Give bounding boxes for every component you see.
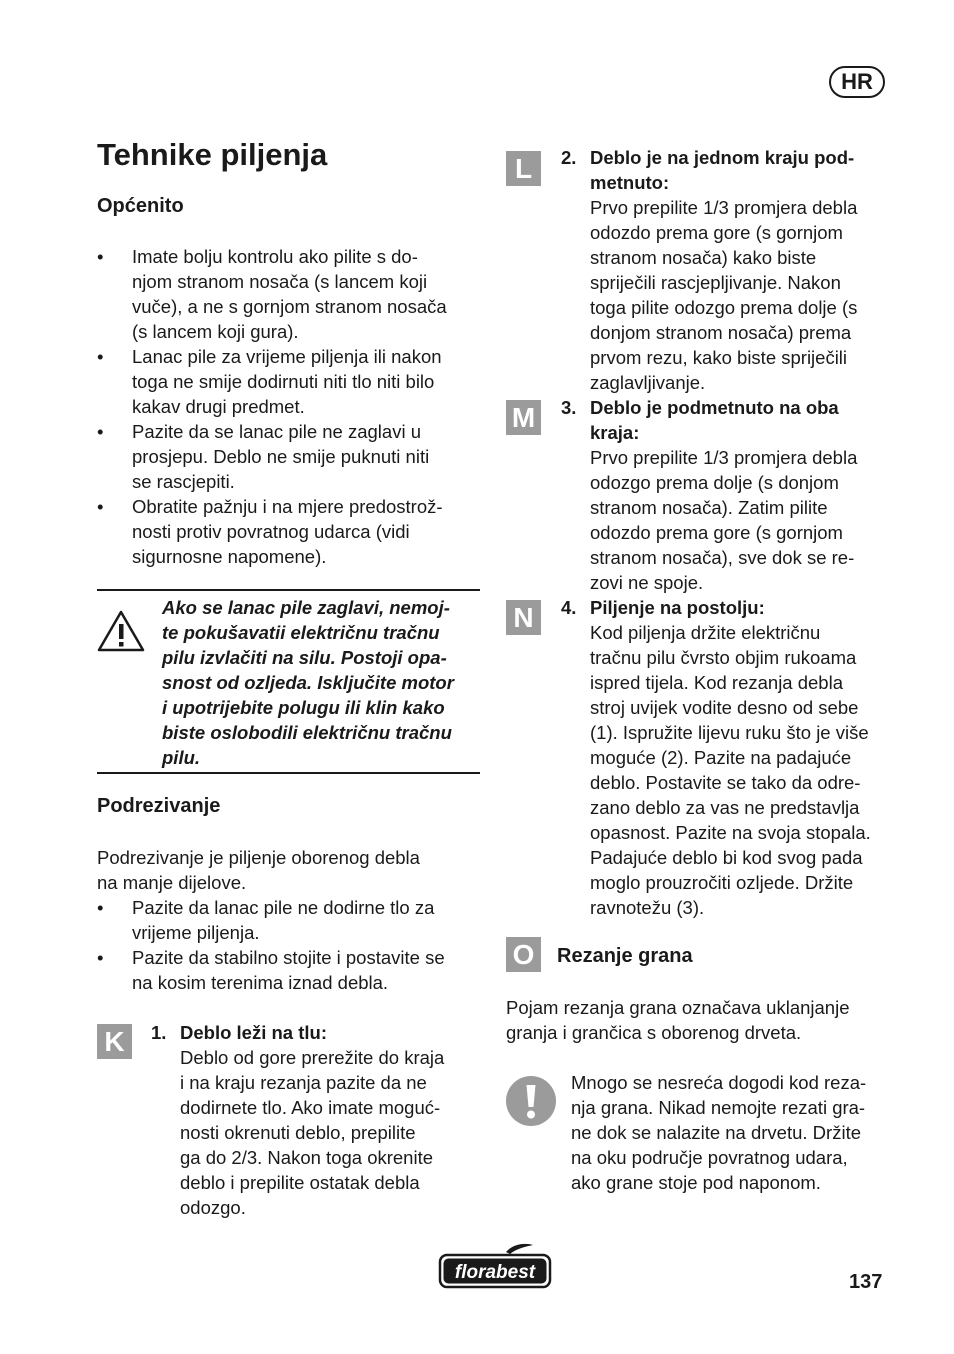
text-line: Deblo od gore prerežite do kraja (180, 1047, 445, 1068)
page-title: Tehnike piljenja (97, 137, 328, 172)
text-line: metnuto: (590, 172, 670, 193)
text-line: Deblo je podmetnuto na oba (590, 397, 839, 418)
bullet-dot-icon: • (97, 346, 104, 367)
numbered-step (561, 595, 901, 920)
bullet-item (97, 494, 487, 569)
text-line: (1). Ispružite lijevu ruku što je više (590, 722, 869, 743)
step-number: 4. (561, 597, 577, 618)
text-line: Imate bolju kontrolu ako pilite s do- (132, 246, 418, 267)
step-number: 2. (561, 147, 577, 168)
step-number: 3. (561, 397, 577, 418)
bullet-dot-icon: • (97, 947, 104, 968)
bullet-dot-icon: • (97, 897, 104, 918)
text-line: Mnogo se nesreća dogodi kod reza- (571, 1072, 867, 1093)
text-line: prvom rezu, kako biste spriječili (590, 347, 848, 368)
bullet-item (97, 419, 487, 494)
text-line: na manje dijelove. (97, 872, 247, 893)
undercutting-body (97, 845, 487, 995)
text-line: odozdo prema gore (s gornjom (590, 522, 843, 543)
text-line: i na kraju rezanja pazite da ne (180, 1072, 427, 1093)
step-2 (561, 145, 901, 395)
text-line: na oku područje povratnog udara, (571, 1147, 848, 1168)
text-line: donjom stranom nosača) prema (590, 322, 852, 343)
step-4 (561, 595, 901, 920)
undercutting-intro (97, 845, 487, 895)
text-line: Deblo je na jednom kraju pod- (590, 147, 855, 168)
text-line: ako grane stoje pod naponom. (571, 1172, 821, 1193)
undercutting-bullet-list (97, 895, 487, 995)
warning-text (162, 595, 454, 770)
text-line: stranom nosača). Zatim pilite (590, 497, 828, 518)
text-line: Piljenje na postolju: (590, 597, 765, 618)
text-line: Podrezivanje je piljenje oborenog debla (97, 847, 420, 868)
text-line: te pokušavatii električnu tračnu (162, 622, 440, 643)
numbered-step (151, 1020, 491, 1220)
general-bullet-list (97, 244, 487, 569)
text-line: nosti okrenuti deblo, prepilite (180, 1122, 416, 1143)
text-line: ga do 2/3. Nakon toga okrenite (180, 1147, 434, 1168)
text-line: toga ne smije dodirnuti niti tlo niti bilo (132, 371, 435, 392)
text-line: vuče), a ne s gornjom stranom nosača (132, 296, 447, 317)
numbered-step (561, 395, 901, 595)
text-line: moglo prouzročiti ozljede. Držite (590, 872, 854, 893)
branch-cutting-heading: Rezanje grana (557, 945, 693, 967)
text-line: stranom nosača) kako biste (590, 247, 817, 268)
warning-top-rule (97, 589, 480, 591)
numbered-step (561, 145, 901, 395)
text-line: vrijeme piljenja. (132, 922, 260, 943)
step-number: 1. (151, 1022, 167, 1043)
step-3 (561, 395, 901, 595)
text-line: stranom nosača), sve dok se re- (590, 547, 855, 568)
text-line: Ako se lanac pile zaglavi, nemoj- (162, 597, 450, 618)
text-line: se rascjepiti. (132, 471, 235, 492)
text-line: Padajuće deblo bi kod svog pada (590, 847, 863, 868)
exclamation-circle-icon (506, 1076, 556, 1126)
branch-cutting-note (571, 1070, 901, 1195)
text-line: Obratite pažnju i na mjere predostrož- (132, 496, 443, 517)
text-line: kakav drugi predmet. (132, 396, 305, 417)
text-line: ispred tijela. Kod rezanja debla (590, 672, 843, 693)
text-line: prosjepu. Deblo ne smije puknuti niti (132, 446, 430, 467)
text-line: kraja: (590, 422, 640, 443)
bullet-item (97, 895, 487, 945)
text-line: odozdo prema gore (s gornjom (590, 222, 843, 243)
text-line: tračnu pilu čvrsto objim rukoama (590, 647, 857, 668)
text-line: toga pilite odozgo prema dolje (s (590, 297, 858, 318)
step-letter-box: N (506, 600, 541, 635)
text-line: Lanac pile za vrijeme piljenja ili nakon (132, 346, 442, 367)
language-badge: HR (829, 66, 885, 98)
text-line: pilu. (162, 747, 201, 768)
text-line: snost od ozljeda. Isključite motor (162, 672, 454, 693)
text-line: odozgo prema dolje (s donjom (590, 472, 839, 493)
text-line: spriječili rascjepljivanje. Nakon (590, 272, 841, 293)
text-line: Pazite da stabilno stojite i postavite se (132, 947, 445, 968)
text-line: Pojam rezanja grana označava uklanjanje (506, 997, 850, 1018)
step-letter-box: L (506, 151, 541, 186)
bullet-item (97, 945, 487, 995)
text-line: zano deblo za vas ne predstavlja (590, 797, 860, 818)
florabest-logo (438, 1243, 552, 1289)
text-line: ravnotežu (3). (590, 897, 705, 918)
step-letter-box: K (97, 1024, 132, 1059)
text-line: biste oslobodili električnu tračnu (162, 722, 452, 743)
text-line: (s lancem koji gura). (132, 321, 299, 342)
step-1 (151, 1020, 491, 1220)
text-line: zaglavljivanje. (590, 372, 706, 393)
text-line: Kod piljenja držite električnu (590, 622, 821, 643)
bullet-item (97, 344, 487, 419)
text-line: i upotrijebite polugu ili klin kako (162, 697, 445, 718)
undercutting-heading: Podrezivanje (97, 795, 221, 817)
general-heading: Općenito (97, 195, 184, 217)
text-line: nosti protiv povratnog udarca (vidi (132, 521, 410, 542)
bullet-dot-icon: • (97, 421, 104, 442)
text-line: opasnost. Pazite na svoja stopala. (590, 822, 871, 843)
bullet-dot-icon: • (97, 246, 104, 267)
text-line: granja i grančica s oborenog drveta. (506, 1022, 802, 1043)
text-line: Pazite da se lanac pile ne zaglavi u (132, 421, 421, 442)
text-line: deblo i prepilite ostatak debla (180, 1172, 420, 1193)
text-line: sigurnosne napomene). (132, 546, 327, 567)
florabest-logo-text: florabest (454, 1262, 536, 1283)
text-line: nja grana. Nikad nemojte rezati gra- (571, 1097, 866, 1118)
text-line: dodirnete tlo. Ako imate moguć- (180, 1097, 441, 1118)
text-line: Pazite da lanac pile ne dodirne tlo za (132, 897, 435, 918)
text-line: njom stranom nosača (s lancem koji (132, 271, 428, 292)
text-line: moguće (2). Pazite na padajuće (590, 747, 852, 768)
branch-cutting-intro (506, 995, 906, 1045)
text-line: ne dok se nalazite na drvetu. Držite (571, 1122, 861, 1143)
text-line: Deblo leži na tlu: (180, 1022, 327, 1043)
text-line: pilu izvlačiti na silu. Postoji opa- (162, 647, 447, 668)
bullet-item (97, 244, 487, 344)
text-line: Prvo prepilite 1/3 promjera debla (590, 197, 858, 218)
step-letter-box: M (506, 400, 541, 435)
bullet-dot-icon: • (97, 496, 104, 517)
section-letter-box: O (506, 937, 541, 972)
text-line: zovi ne spoje. (590, 572, 704, 593)
text-line: odozgo. (180, 1197, 246, 1218)
warning-bottom-rule (97, 772, 480, 774)
text-line: Prvo prepilite 1/3 promjera debla (590, 447, 858, 468)
text-line: na kosim terenima iznad debla. (132, 972, 389, 993)
warning-triangle-icon (97, 609, 145, 653)
text-line: deblo. Postavite se tako da odre- (590, 772, 861, 793)
page-number: 137 (849, 1271, 883, 1293)
text-line: stroj uvijek vodite desno od sebe (590, 697, 859, 718)
